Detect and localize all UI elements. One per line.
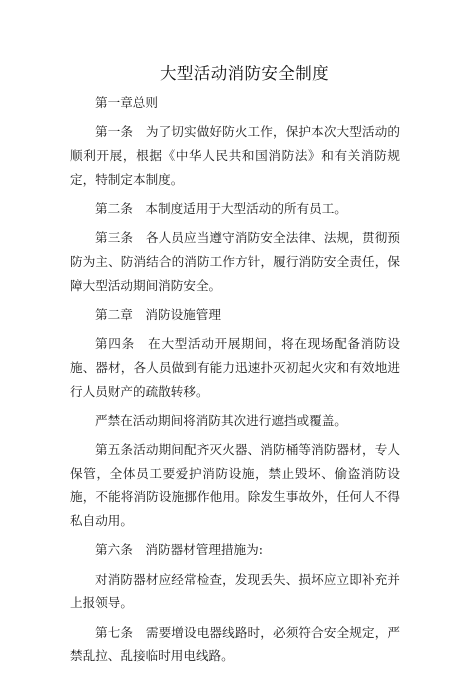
body-paragraph: 严禁在活动期间将消防其次进行遮挡或覆盖。 — [95, 412, 347, 428]
chapter-heading: 第一章总则 — [95, 95, 158, 110]
article-paragraph: 第七条 需要增设电器线路时，必须符合安全规定，严禁乱拉、乱接临时用电线路。 — [70, 624, 400, 664]
document-body — [70, 91, 400, 674]
article-paragraph: 第二条 本制度适用于大型活动的所有员工。 — [95, 200, 347, 216]
body-paragraph: 对消防器材应经常检查，发现丢失、损坏应立即补充并上报领导。 — [70, 571, 400, 611]
chapter-heading: 第二章 消防设施管理 — [95, 306, 221, 322]
article-paragraph: 第五条活动期间配齐灭火器、消防桶等消防器材，专人保管，全体员工要爱护消防设施，禁止毁坏、偷盗消防设施，不能将消防设施挪作他用。除发生事故外，任何人不得私自动用。 — [70, 442, 400, 529]
article-paragraph: 第一条 为了切实做好防火工作，保护本次大型活动的顺利开展，根据《中华人民共和国消防法》和有关消防规定，特制定本制度。 — [70, 124, 400, 187]
article-paragraph: 第六条 消防器材管理措施为: — [95, 542, 263, 558]
article-paragraph: 第三条 各人员应当遵守消防安全法律、法规，贯彻预防为主、防消结合的消防工作方针，履行消防安全责任，保障大型活动期间消防安全。 — [70, 230, 400, 293]
document-title: 大型活动消防安全制度 — [160, 64, 329, 83]
article-paragraph: 第四条 在大型活动开展期间，将在现场配备消防设施、器材，各人员做到有能力迅速扑灭初起火灾和有效地进行人员财产的疏散转移。 — [70, 336, 400, 399]
